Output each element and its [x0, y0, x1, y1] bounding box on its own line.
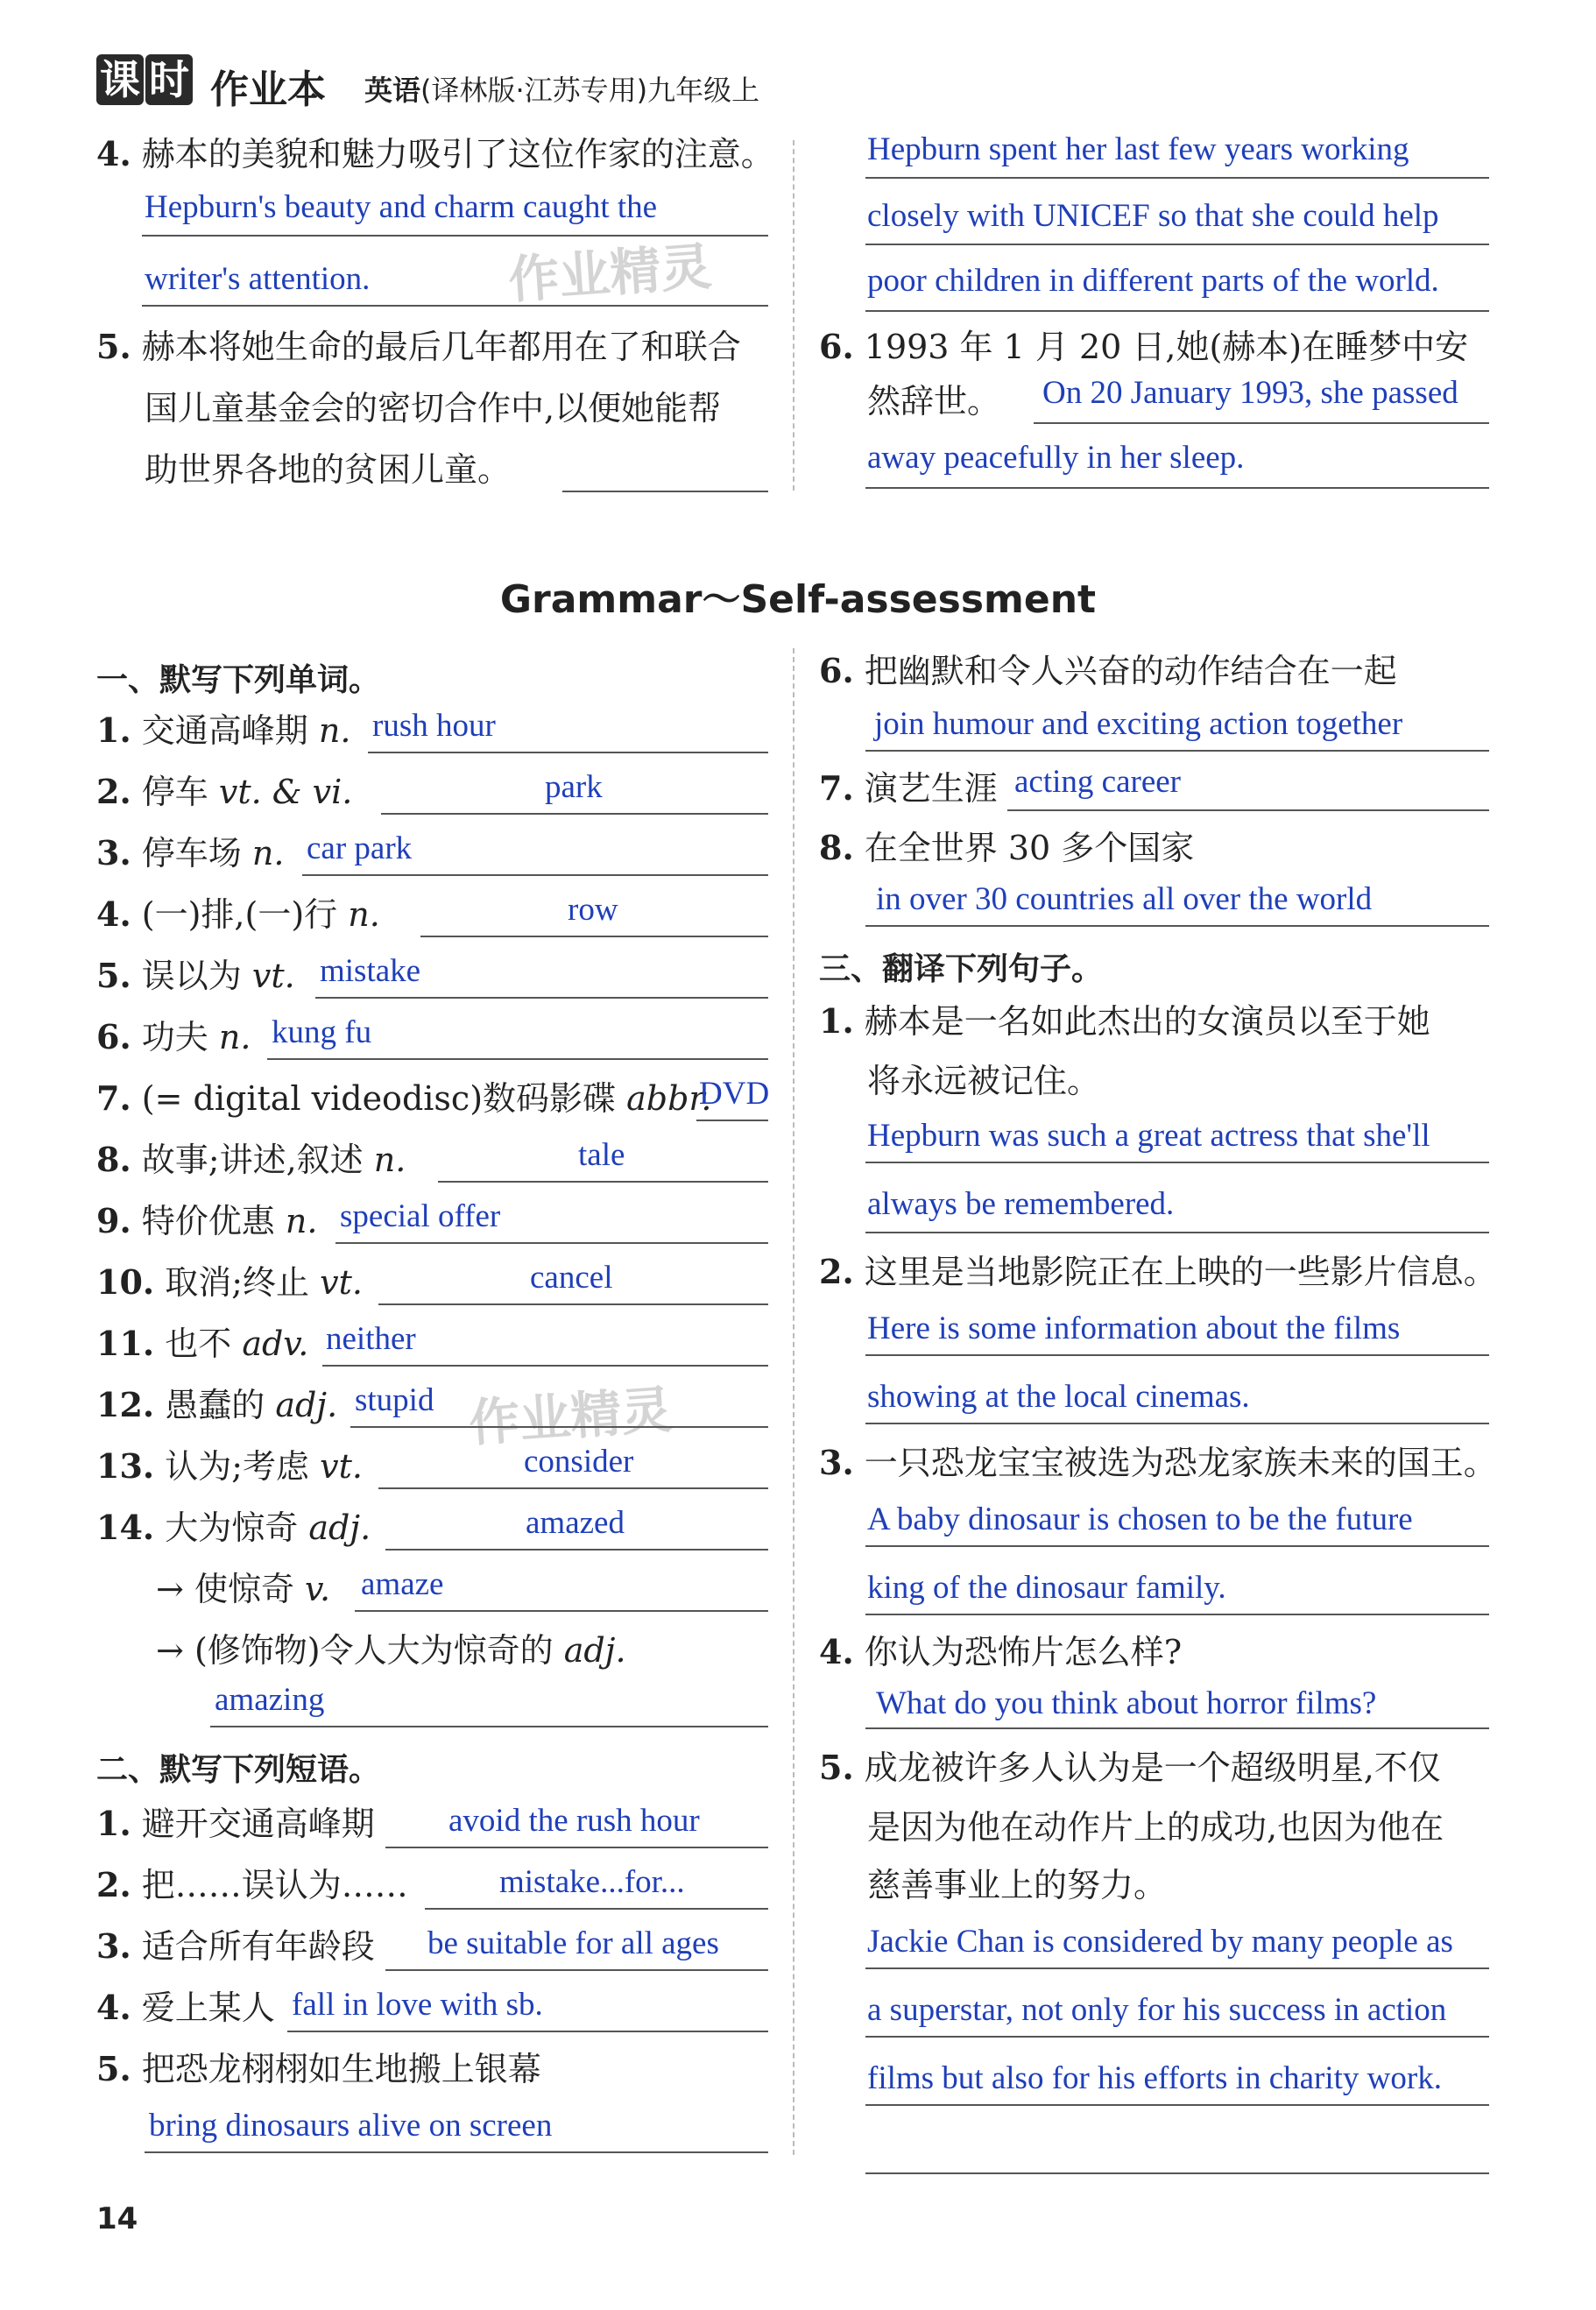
item-number: 2.: [96, 1865, 131, 1904]
answer-underline: [302, 874, 768, 876]
answer-phrase: fall in love with sb.: [292, 1987, 543, 2023]
item-number: 6.: [96, 1017, 131, 1056]
item-text: 避开交通高峰期: [141, 1805, 375, 1843]
item-number: 2.: [819, 1252, 854, 1291]
answer-underline: [425, 1908, 768, 1910]
item-number: 14.: [96, 1508, 155, 1547]
question-text: 1993 年 1 月 20 日,她(赫本)在睡梦中安: [864, 328, 1469, 366]
answer-line: Jackie Chan is considered by many people as: [867, 1924, 1453, 1960]
item-text: 成龙被许多人认为是一个超级明星,不仅: [864, 1748, 1441, 1787]
subject-edition: (译林版·江苏专用)九年级上: [420, 74, 760, 107]
item-text: 愚蠢的: [165, 1386, 265, 1424]
item-number: 8.: [819, 828, 854, 867]
answer-underline: [210, 1726, 768, 1727]
item-text: 认为;考虑: [165, 1447, 310, 1486]
item-text: 一只恐龙宝宝被选为恐龙家族未来的国王。: [864, 1444, 1497, 1482]
answer-phrase: in over 30 countries all over the world: [876, 881, 1373, 917]
word-item: [96, 1200, 317, 1242]
question-number: 5.: [96, 327, 131, 366]
item-number: 6.: [819, 651, 854, 690]
answer-word: rush hour: [372, 708, 496, 744]
answer-underline: [865, 1727, 1489, 1729]
part3-heading: 三、翻译下列句子。: [819, 951, 1104, 987]
item-text: 是因为他在动作片上的成功,也因为他在: [867, 1808, 1444, 1847]
answer-underline: [287, 2031, 768, 2032]
item-number: 7.: [96, 1078, 131, 1118]
answer-line: Here is some information about the films: [867, 1310, 1401, 1346]
answer-underline: [865, 1162, 1489, 1163]
answer-underline: [368, 752, 768, 753]
answer-phrase: bring dinosaurs alive on screen: [149, 2108, 553, 2144]
word-item: [96, 1507, 371, 1549]
answer-underline: [381, 813, 768, 815]
item-text: (修饰物)令人大为惊奇的: [194, 1631, 554, 1670]
answer-word: row: [568, 892, 618, 928]
answer-line: away peacefully in her sleep.: [867, 440, 1245, 476]
answer-underline: [1034, 422, 1489, 424]
column-divider: [793, 140, 794, 491]
answer-word: amaze: [361, 1566, 444, 1602]
answer-line: closely with UNICEF so that she could help: [867, 198, 1439, 234]
answer-underline: [420, 936, 768, 937]
answer-word: kung fu: [272, 1014, 372, 1050]
answer-line: Hepburn's beauty and charm caught the: [145, 189, 658, 225]
word-item: [96, 832, 284, 874]
word-item: [96, 710, 350, 752]
answer-line: always be remembered.: [867, 1186, 1175, 1222]
word-item: [96, 955, 295, 997]
answer-word: amazing: [215, 1682, 325, 1718]
answer-word: DVD: [699, 1076, 770, 1112]
answer-underline: [385, 1969, 768, 1971]
part-of-speech: adj.: [563, 1631, 626, 1670]
question-4: [96, 133, 774, 175]
question-5: [96, 326, 741, 368]
word-item: [96, 1323, 308, 1365]
answer-line: showing at the local cinemas.: [867, 1379, 1250, 1415]
answer-underline: [865, 750, 1489, 752]
answer-underline: [696, 1120, 768, 1121]
answer-underline: [865, 1423, 1489, 1424]
answer-underline: [562, 491, 768, 492]
answer-underline: [145, 2151, 768, 2153]
item-number: 4.: [96, 1988, 131, 2027]
phrase-item: [96, 1864, 408, 1906]
answer-underline: [378, 1487, 768, 1489]
arrow-icon: →: [156, 1570, 184, 1608]
answer-underline: [865, 177, 1489, 179]
item-text: (一)排,(一)行: [141, 895, 338, 934]
item-text: 爱上某人: [141, 1989, 275, 2027]
question-number: 6.: [819, 327, 854, 366]
item-text: 把幽默和令人兴奋的动作结合在一起: [864, 652, 1397, 690]
answer-underline: [865, 1614, 1489, 1615]
brand-title: 作业本: [210, 67, 326, 112]
answer-underline: [1007, 809, 1489, 811]
answer-underline: [865, 310, 1489, 312]
part-of-speech: n.: [373, 1141, 406, 1179]
part-of-speech: adj.: [308, 1508, 371, 1547]
phrase-item: [819, 767, 998, 809]
part1-heading: 一、默写下列单词。: [96, 662, 381, 698]
item-text: (= digital videodisc)数码影碟: [141, 1079, 617, 1118]
answer-line: Hepburn was such a great actress that she'll: [867, 1118, 1430, 1154]
answer-line: A baby dinosaur is chosen to be the future: [867, 1501, 1413, 1537]
item-number: 2.: [96, 772, 131, 811]
item-number: 8.: [96, 1140, 131, 1179]
part-of-speech: n.: [218, 1018, 251, 1056]
answer-underline: [865, 925, 1489, 927]
answer-underline: [865, 1967, 1489, 1969]
arrow-icon: →: [156, 1631, 184, 1670]
item-number: 9.: [96, 1201, 131, 1240]
answer-underline: [378, 1303, 768, 1305]
answer-word: tale: [578, 1137, 625, 1173]
answer-phrase: be suitable for all ages: [427, 1925, 719, 1961]
page-number: 14: [96, 2201, 138, 2236]
word-item: [96, 1261, 363, 1303]
sentence-item: [819, 1747, 1441, 1789]
answer-line: What do you think about horror films?: [876, 1685, 1377, 1721]
part-of-speech: vt.: [320, 1447, 363, 1486]
item-number: 1.: [96, 710, 131, 750]
phrase-item: [96, 1987, 275, 2029]
answer-word: stupid: [355, 1382, 434, 1418]
answer-underline: [865, 2172, 1489, 2174]
item-text: 把恐龙栩栩如生地搬上银幕: [141, 2050, 541, 2088]
sentence-item: [819, 1251, 1497, 1293]
item-text: 大为惊奇: [165, 1508, 299, 1547]
part-of-speech: vt.: [251, 957, 295, 995]
watermark: 作业精灵: [467, 1379, 674, 1453]
answer-line: Hepburn spent her last few years working: [867, 131, 1409, 167]
item-text: 功夫: [141, 1018, 208, 1056]
item-text: 将永远被记住。: [867, 1062, 1101, 1100]
item-number: 10.: [96, 1262, 155, 1302]
item-text: 停车场: [141, 834, 242, 872]
answer-word: mistake: [320, 953, 421, 989]
answer-underline: [438, 1181, 768, 1183]
answer-phrase: avoid the rush hour: [448, 1803, 700, 1839]
phrase-item: [96, 1925, 375, 1967]
subject-name: 英语: [364, 74, 421, 107]
phrase-item: [819, 650, 1397, 692]
answer-underline: [142, 305, 768, 307]
answer-underline: [335, 1242, 768, 1244]
question-text: 助世界各地的贫困儿童。: [145, 450, 512, 489]
question-text: 然辞世。: [867, 382, 1001, 420]
word-item: [96, 1384, 337, 1426]
subject-label: [364, 68, 759, 109]
item-text: 演艺生涯: [864, 769, 998, 808]
part-of-speech: n.: [251, 834, 285, 872]
part-of-speech: adv.: [242, 1325, 309, 1363]
part-of-speech: vt. & vi.: [218, 773, 353, 811]
question-text: 赫本将她生命的最后几年都用在了和联合: [141, 328, 741, 366]
part-of-speech: vt.: [320, 1263, 363, 1302]
part-of-speech: abbr.: [626, 1079, 712, 1118]
item-number: 12.: [96, 1385, 155, 1424]
item-number: 3.: [96, 833, 131, 872]
question-text: 赫本的美貌和魅力吸引了这位作家的注意。: [141, 135, 774, 173]
word-subitem: [156, 1568, 330, 1610]
logo-char: 时: [145, 54, 193, 105]
item-text: 把……误认为……: [141, 1866, 408, 1904]
answer-line: writer's attention.: [145, 261, 371, 297]
word-item: [96, 894, 380, 936]
phrase-item: [819, 827, 1194, 869]
phrase-item: [96, 1803, 375, 1845]
item-text: 误以为: [141, 957, 242, 995]
answer-word: park: [545, 769, 603, 805]
answer-underline: [385, 1549, 768, 1551]
sentence-item: [819, 1442, 1497, 1484]
item-text: 适合所有年龄段: [141, 1927, 375, 1966]
part-of-speech: n.: [285, 1202, 318, 1240]
answer-underline: [865, 2104, 1489, 2106]
answer-word: consider: [524, 1444, 634, 1480]
item-text: 也不: [165, 1325, 232, 1363]
sentence-item: [819, 1631, 1182, 1673]
item-text: 你认为恐怖片怎么样?: [864, 1633, 1183, 1671]
item-text: 故事;讲述,叙述: [141, 1141, 364, 1179]
logo-char: 课: [96, 54, 144, 105]
answer-line: On 20 January 1993, she passed: [1042, 375, 1458, 411]
phrase-item: [96, 2048, 541, 2090]
item-number: 3.: [96, 1926, 131, 1966]
answer-underline: [865, 487, 1489, 489]
word-subitem: [156, 1629, 626, 1671]
logo: [96, 54, 194, 105]
question-6: [819, 326, 1468, 368]
answer-underline: [865, 244, 1489, 245]
answer-line: poor children in different parts of the world.: [867, 263, 1439, 299]
part-of-speech: v.: [305, 1570, 331, 1608]
answer-word: special offer: [340, 1198, 501, 1234]
item-number: 5.: [96, 2049, 131, 2088]
item-text: 交通高峰期: [141, 711, 308, 750]
question-number: 4.: [96, 134, 131, 173]
answer-underline: [267, 1058, 768, 1060]
item-number: 5.: [96, 956, 131, 995]
word-item: [96, 1139, 406, 1181]
word-item: [96, 1445, 363, 1487]
part-of-speech: n.: [318, 711, 351, 750]
answer-phrase: mistake...for...: [499, 1864, 685, 1900]
item-text: 这里是当地影院正在上映的一些影片信息。: [864, 1253, 1497, 1291]
word-item: [96, 1077, 712, 1120]
answer-underline: [315, 997, 768, 999]
item-number: 4.: [96, 894, 131, 934]
item-number: 13.: [96, 1446, 155, 1486]
part-of-speech: adj.: [275, 1386, 338, 1424]
item-number: 7.: [819, 768, 854, 808]
section-title: Grammar～Self-assessment: [499, 577, 1097, 622]
item-text: 使惊奇: [194, 1570, 294, 1608]
answer-underline: [350, 1426, 768, 1428]
answer-underline: [865, 1232, 1489, 1233]
word-item: [96, 771, 352, 813]
item-number: 1.: [819, 1001, 854, 1041]
answer-underline: [865, 2036, 1489, 2038]
item-number: 11.: [96, 1324, 155, 1363]
item-text: 停车: [141, 773, 208, 811]
part2-heading: 二、默写下列短语。: [96, 1752, 381, 1788]
item-text: 在全世界 30 多个国家: [864, 829, 1195, 867]
question-text: 国儿童基金会的密切合作中,以便她能帮: [145, 389, 722, 427]
answer-underline: [865, 1354, 1489, 1356]
part-of-speech: n.: [348, 895, 380, 934]
answer-underline: [865, 1545, 1489, 1547]
answer-word: cancel: [530, 1260, 613, 1296]
item-number: 4.: [819, 1632, 854, 1671]
item-text: 取消;终止: [165, 1263, 310, 1302]
item-number: 3.: [819, 1443, 854, 1482]
answer-line: king of the dinosaur family.: [867, 1570, 1226, 1606]
answer-phrase: join humour and exciting action together: [874, 706, 1403, 742]
answer-underline: [322, 1365, 768, 1367]
item-text: 慈善事业上的努力。: [867, 1866, 1168, 1904]
watermark: 作业精灵: [506, 236, 714, 310]
item-text: 赫本是一名如此杰出的女演员以至于她: [864, 1002, 1430, 1041]
answer-underline: [355, 1610, 768, 1612]
item-number: 5.: [819, 1748, 854, 1787]
answer-word: car park: [307, 830, 413, 866]
column-divider: [793, 648, 794, 2155]
answer-line: a superstar, not only for his success in action: [867, 1992, 1447, 2028]
item-number: 1.: [96, 1804, 131, 1843]
answer-word: amazed: [526, 1505, 625, 1541]
answer-underline: [385, 1847, 768, 1848]
word-item: [96, 1016, 251, 1058]
answer-word: neither: [326, 1321, 416, 1357]
sentence-item: [819, 1000, 1430, 1042]
item-text: 特价优惠: [141, 1202, 275, 1240]
answer-phrase: acting career: [1014, 764, 1181, 800]
answer-line: films but also for his efforts in charity work.: [867, 2060, 1442, 2096]
